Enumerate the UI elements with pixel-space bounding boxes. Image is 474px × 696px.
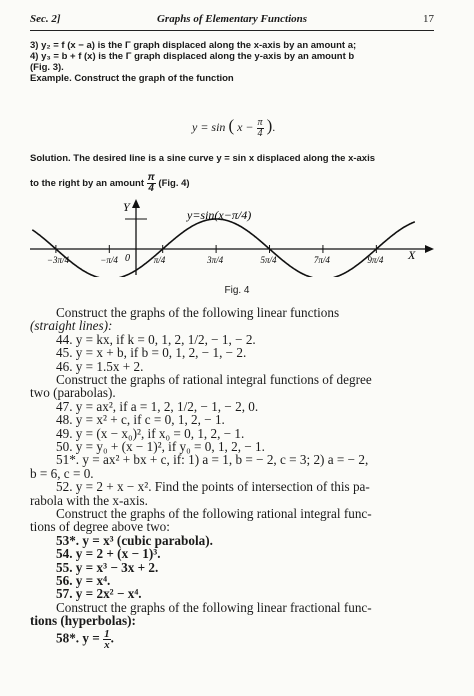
intro-higher-degree-cont: tions of degree above two:	[30, 519, 170, 535]
problem-57: 57. y = 2x² − x⁴.	[56, 586, 142, 602]
figure-caption: Fig. 4	[224, 285, 250, 296]
problem-53: 53*. y = x³ (cubic parabola).	[56, 532, 213, 548]
tick-label-6: 9π/4	[367, 255, 384, 265]
y-axis-arrow	[132, 199, 140, 208]
curve-label: y=sin(x−π/4)	[187, 208, 252, 222]
x-axis-label: X	[408, 248, 416, 262]
problem-44: 44. y = kx, if k = 0, 1, 2, 1/2, − 1, − 2.	[56, 331, 256, 347]
tick-label-5: 7π/4	[313, 255, 330, 265]
problem-51: 51*. y = ax² + bx + c, if: 1) a = 1, b = − 2, c = 3; 2) a = − 2,	[56, 452, 369, 468]
item-4-cont: (Fig. 3).	[30, 62, 64, 73]
formula-fraction: $\frac{\pi}{4}$	[257, 116, 263, 139]
problem-52-cont: rabola with the x-axis.	[30, 492, 148, 508]
intro-higher-degree: Construct the graphs of the following rational integral func-	[56, 506, 372, 521]
problem-56: 56. y = x⁴.	[56, 573, 111, 588]
intro-linear-cont: (straight lines):	[30, 318, 113, 334]
tick-label-3: 3π/4	[207, 255, 224, 265]
problem-50: 50. y = y₀ + (x − 1)², if y₀ = 0, 1, 2, − 1.	[56, 439, 265, 454]
formula-arg: x −	[237, 120, 254, 134]
tick-label-1: −π/4	[100, 255, 118, 265]
problem-47: 47. y = ax², if a = 1, 2, 1/2, − 1, − 2, 0.	[56, 398, 259, 414]
item-4: 4) y₃ = b + f (x) is the Γ graph displaced along the y-axis by an amount b	[30, 51, 355, 62]
problem-48: 48. y = x² + c, if c = 0, 1, 2, − 1.	[56, 412, 225, 428]
problem-46: 46. y = 1.5x + 2.	[56, 358, 144, 374]
solution-line-2: to the right by an amount $\frac{\pi}{4}$ (Fig. 4)	[30, 172, 190, 194]
x-axis-arrow	[425, 245, 434, 253]
tick-marks	[47, 245, 384, 265]
section-label: Sec. 2]	[30, 13, 61, 25]
intro-parabolas: Construct the graphs of rational integral functions of degree	[56, 372, 372, 387]
page-number: 17	[423, 13, 434, 25]
formula-lhs: y = sin	[192, 120, 226, 134]
running-header	[30, 13, 434, 29]
origin-label: 0	[125, 253, 130, 264]
tick-label-0: −3π/4	[46, 255, 69, 265]
intro-parabolas-cont: two (parabolas).	[30, 385, 116, 401]
intro-hyperbolas-cont: tions (hyperbolas):	[30, 613, 136, 629]
y-axis-label: Y	[123, 200, 130, 214]
example-formula: y = sin ( x − $\frac{\pi}{4}$ ).	[192, 116, 276, 139]
problem-49: 49. y = (x − x₀)², if x₀ = 0, 1, 2, − 1.	[56, 425, 245, 441]
sine-graph-figure	[30, 197, 440, 277]
problem-58: 58*. y = $\frac{1}{x}$ .	[56, 628, 114, 651]
intro-hyperbolas: Construct the graphs of the following linear fractional func-	[56, 599, 372, 615]
solution-line-1: Solution. The desired line is a sine curve y = sin x displaced along the x-axis	[30, 153, 376, 164]
problem-55: 55. y = x³ − 3x + 2.	[56, 559, 159, 575]
header-rule	[30, 30, 434, 31]
problem-52: 52. y = 2 + x − x². Find the points of intersection of this pa-	[56, 479, 370, 495]
item-3: 3) y₂ = f (x − a) is the Γ graph displaced along the x-axis by an amount a;	[30, 40, 357, 51]
problem-58-fraction: $\frac{1}{x}$	[104, 628, 110, 651]
sine-curve	[32, 219, 415, 277]
problem-45: 45. y = x + b, if b = 0, 1, 2, − 1, − 2.	[56, 345, 247, 361]
problem-54: 54. y = 2 + (x − 1)³.	[56, 546, 161, 562]
solution-fraction: $\frac{\pi}{4}$	[147, 172, 155, 194]
intro-linear: Construct the graphs of the following linear functions	[56, 305, 340, 320]
problem-51-cont: b = 6, c = 0.	[30, 465, 94, 481]
tick-label-2: π/4	[153, 255, 166, 265]
tick-label-4: 5π/4	[260, 255, 277, 265]
example-line: Example. Construct the graph of the function	[30, 73, 234, 84]
chapter-title: Graphs of Elementary Functions	[156, 13, 308, 25]
